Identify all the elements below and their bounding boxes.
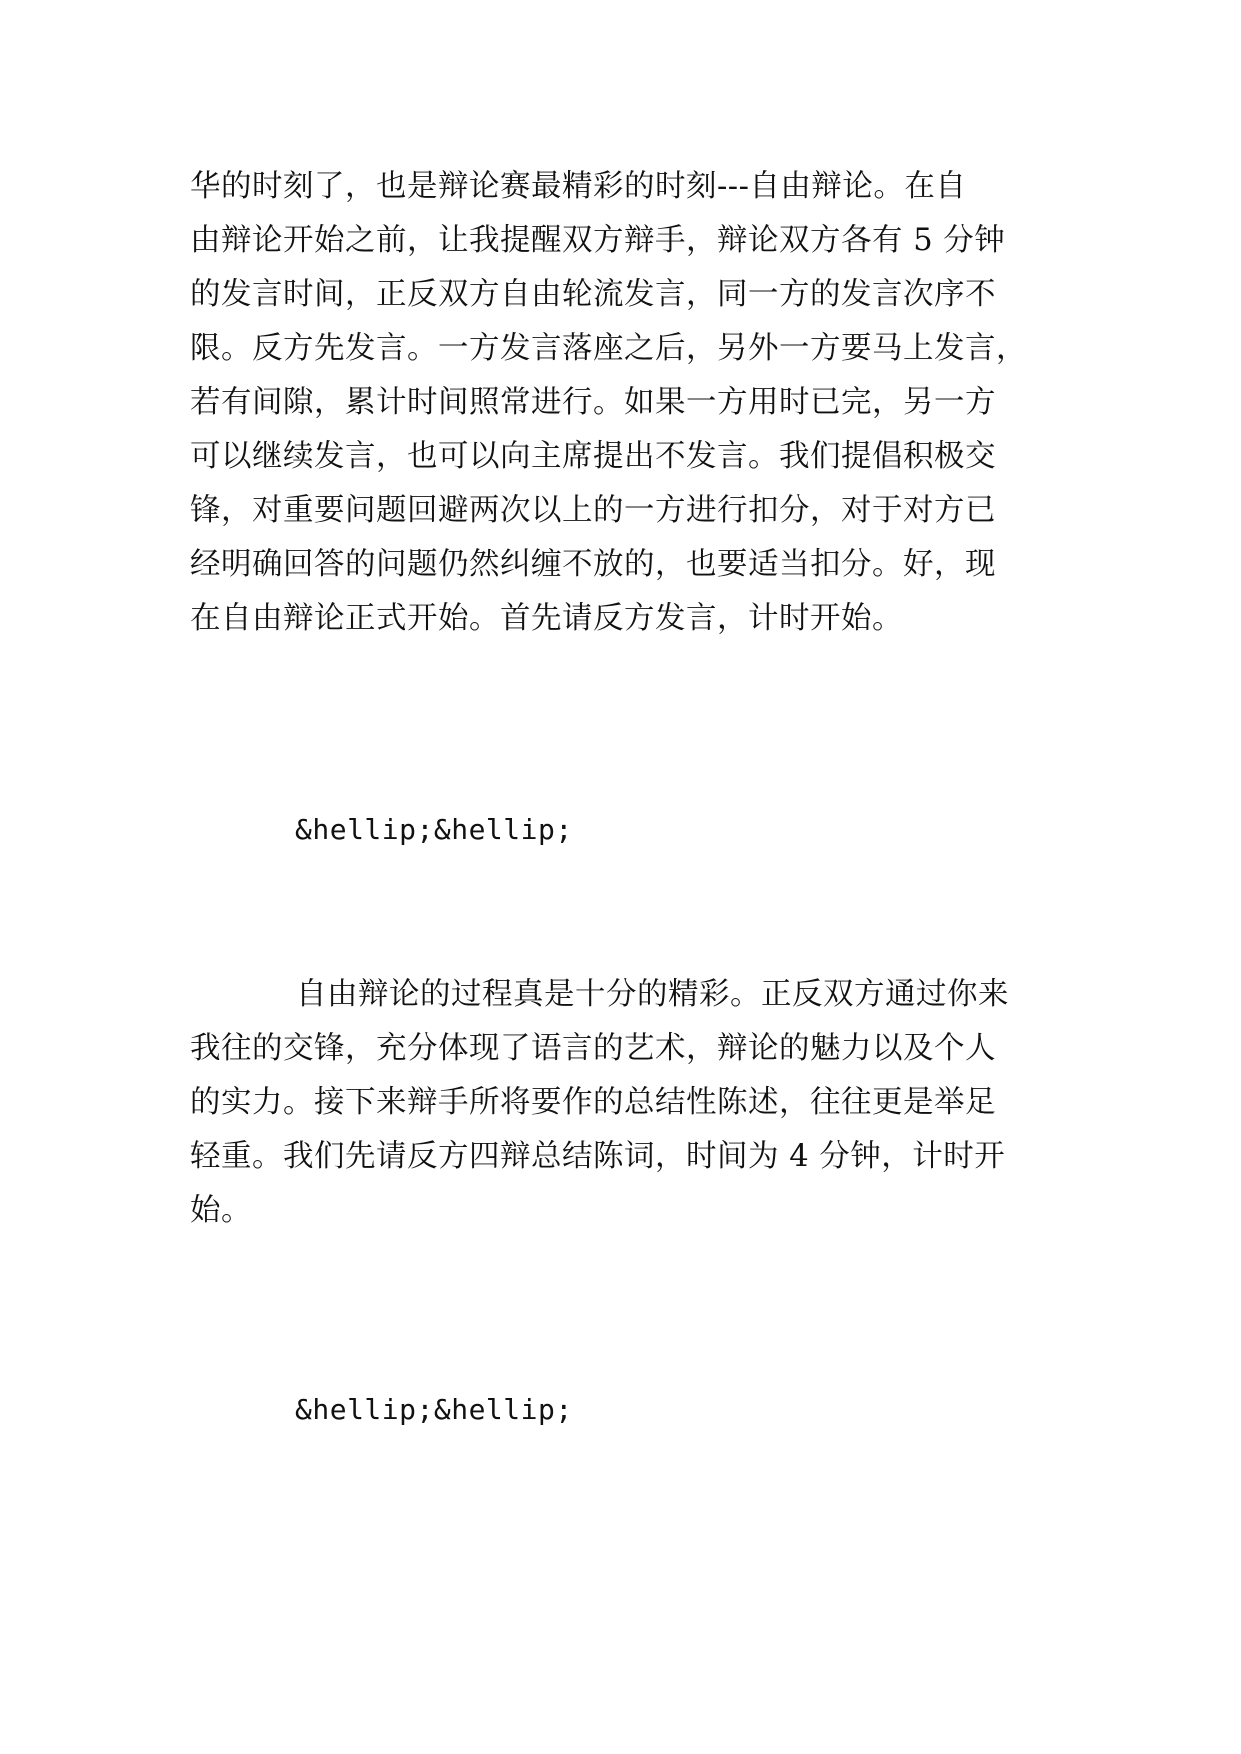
paragraph-line: 若有间隙，累计时间照常进行。如果一方用时已完，另一方 [190,385,996,420]
paragraph-line: 可以继续发言，也可以向主席提出不发言。我们提倡积极交 [190,439,996,474]
paragraph-line: 的发言时间，正反双方自由轮流发言，同一方的发言次序不 [190,277,996,312]
paragraph-line: 我往的交锋，充分体现了语言的艺术，辩论的魅力以及个人 [190,1031,996,1066]
ellipsis-text: &hellip;&hellip; [295,1393,573,1426]
ellipsis-text: &hellip;&hellip; [295,813,573,846]
paragraph-line: 由辩论开始之前，让我提醒双方辩手，辩论双方各有 5 分钟 [190,223,1006,258]
paragraph-line: 轻重。我们先请反方四辩总结陈词，时间为 4 分钟，计时开 [190,1139,1006,1174]
paragraph-line: 始。 [190,1193,252,1228]
paragraph-line: 的实力。接下来辩手所将要作的总结性陈述，往往更是举足 [190,1085,996,1120]
paragraph-line: 限。反方先发言。一方发言落座之后，另外一方要马上发言， [190,331,1027,366]
paragraph-line: 自由辩论的过程真是十分的精彩。正反双方通过你来 [296,977,1009,1012]
paragraph-line: 经明确回答的问题仍然纠缠不放的，也要适当扣分。好，现 [190,547,996,582]
paragraph-line: 锋，对重要问题回避两次以上的一方进行扣分，对于对方已 [190,493,996,528]
paragraph-line: 在自由辩论正式开始。首先请反方发言，计时开始。 [190,601,903,636]
paragraph-line: 华的时刻了，也是辩论赛最精彩的时刻---自由辩论。在自 [190,169,967,204]
